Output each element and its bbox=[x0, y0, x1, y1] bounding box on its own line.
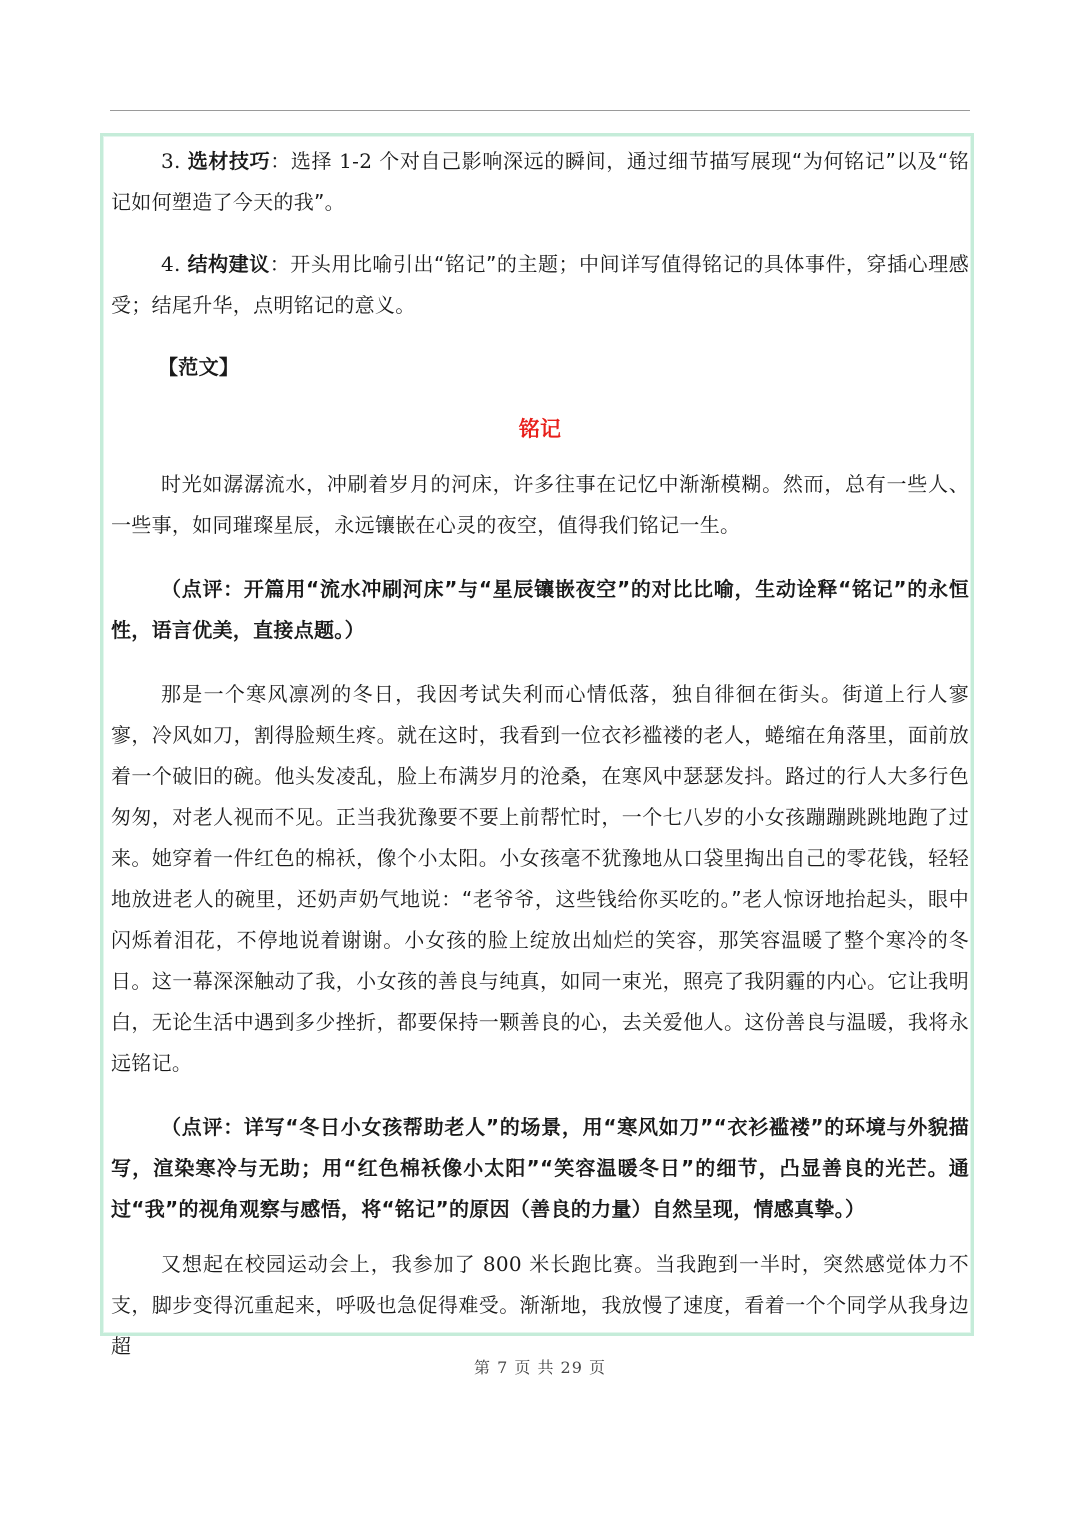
tip-number: 4. bbox=[161, 252, 181, 276]
paragraph-text: 又想起在校园运动会上，我参加了 bbox=[161, 1252, 483, 1276]
tip-label: 选材技巧 bbox=[187, 149, 271, 173]
tip-text: ：选择 bbox=[270, 149, 340, 173]
tip-item-3 bbox=[111, 141, 969, 223]
header-rule bbox=[110, 110, 970, 111]
tip-label: 结构建议 bbox=[187, 252, 270, 276]
essay-paragraph: 时光如潺潺流水，冲刷着岁月的河床，许多往事在记忆中渐渐模糊。然而，总有一些人、一些事，如同璀璨星辰，永远镶嵌在心灵的夜空，值得我们铭记一生。 bbox=[111, 472, 969, 537]
paragraph-text: 米长跑比赛。当我跑到一半时，突然感觉体力不支，脚步变得沉重起来，呼吸也急促得难受。渐渐地，我放慢了速度，看着一个个同学从我身边超 bbox=[111, 1252, 969, 1358]
review-comment: （点评：详写“冬日小女孩帮助老人”的场景，用“寒风如刀”“衣衫褴褛”的环境与外貌描写，渲染寒冷与无助；用“红色棉袄像小太阳”“笑容温暖冬日”的细节，凸显善良的光芒。通过“我”的视角观察与感悟，将“铭记”的原因（善良的力量）自然呈现，情感真挚。） bbox=[111, 1115, 969, 1221]
sample-heading: 【范文】 bbox=[158, 355, 240, 379]
tip-text: ：开头用比喻引出“铭记”的主题；中间详写值得铭记的具体事件，穿插心理感受；结尾升华，点明铭记的意义。 bbox=[111, 252, 969, 317]
document-body bbox=[111, 141, 969, 1367]
tip-item-4 bbox=[111, 244, 969, 326]
tip-text: 个对自己影响深远的瞬间，通过细节描写展现“为何铭记”以及“铭记如何塑造了今天的我”。 bbox=[111, 149, 970, 214]
review-comment: （点评：开篇用“流水冲刷河床”与“星辰镶嵌夜空”的对比比喻，生动诠释“铭记”的永恒性，语言优美，直接点题。） bbox=[111, 577, 969, 642]
essay-title: 铭记 bbox=[518, 417, 562, 441]
essay-paragraph: 那是一个寒风凛冽的冬日，我因考试失利而心情低落，独自徘徊在街头。街道上行人寥寥，冷风如刀，割得脸颊生疼。就在这时，我看到一位衣衫褴褛的老人，蜷缩在角落里，面前放着一个破旧的碗。他头发凌乱，脸上布满岁月的沧桑，在寒风中瑟瑟发抖。路过的行人大多行色匆匆，对老人视而不见。正当我犹豫要不要上前帮忙时，一个七八岁的小女孩蹦蹦跳跳地跑了过来。她穿着一件红色的棉袄，像个小太阳。小女孩毫不犹豫地从口袋里掏出自己的零花钱，轻轻地放进老人的碗里，还奶声奶气地说：“老爷爷，这些钱给你买吃的。”老人惊讶地抬起头，眼中闪烁着泪花，不停地说着谢谢。小女孩的脸上绽放出灿烂的笑容，那笑容温暖了整个寒冷的冬日。这一幕深深触动了我，小女孩的善良与纯真，如同一束光，照亮了我阴霾的内心。它让我明白，无论生活中遇到多少挫折，都要保持一颗善良的心，去关爱他人。这份善良与温暖，我将永远铭记。 bbox=[111, 682, 969, 1075]
race-distance: 800 bbox=[482, 1252, 522, 1276]
tip-range: 1-2 bbox=[339, 149, 373, 173]
tip-number: 3. bbox=[161, 149, 181, 173]
essay-paragraph bbox=[111, 1244, 969, 1367]
page-number-footer: 第 7 页 共 29 页 bbox=[474, 1358, 606, 1377]
